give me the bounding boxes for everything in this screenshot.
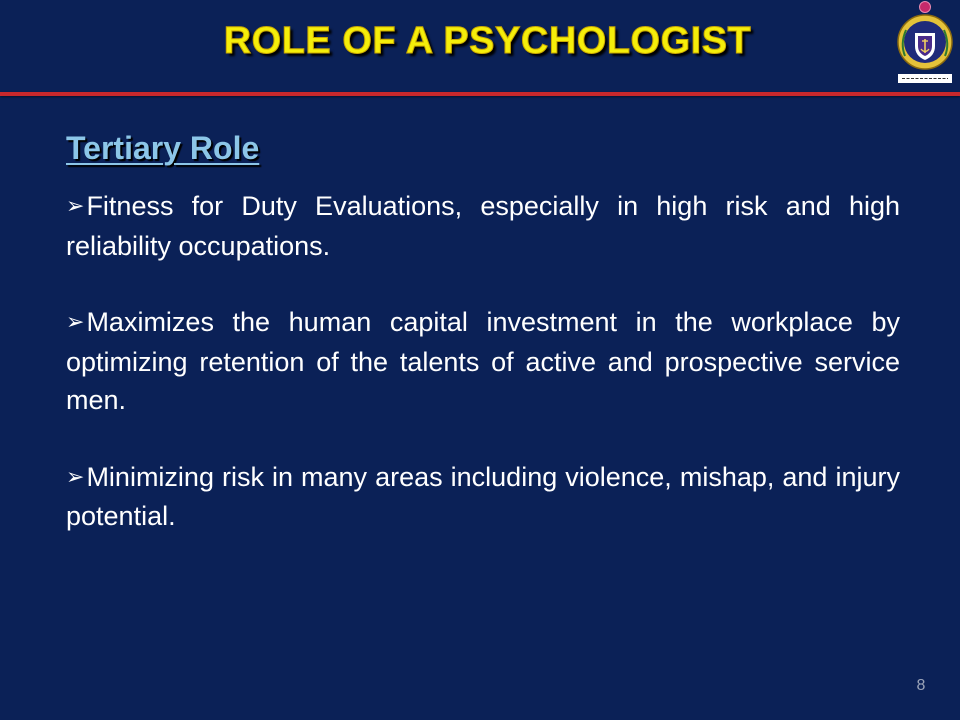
slide-title: ROLE OF A PSYCHOLOGIST bbox=[223, 20, 752, 62]
bullet-list bbox=[66, 187, 900, 574]
page-number: 8 bbox=[916, 677, 926, 694]
bullet-item bbox=[66, 458, 900, 536]
section-heading: Tertiary Role bbox=[66, 130, 260, 166]
bullet-text: Maximizes the human capital investment in the workplace by optimizing retention of the talents of active and prospective service men. bbox=[66, 307, 900, 415]
title-divider bbox=[0, 92, 960, 96]
bullet-item bbox=[66, 187, 900, 265]
bullet-text: Fitness for Duty Evaluations, especially in high risk and high reliability occupations. bbox=[66, 191, 900, 261]
arrow-bullet-icon: ➢ bbox=[66, 310, 85, 335]
bullet-item bbox=[66, 303, 900, 420]
arrow-bullet-icon: ➢ bbox=[66, 464, 85, 490]
arrow-bullet-icon: ➢ bbox=[66, 194, 85, 219]
bullet-text: Minimizing risk in many areas including violence, mishap, and injury potential. bbox=[66, 461, 900, 531]
navy-crest-emblem-icon bbox=[888, 0, 960, 86]
